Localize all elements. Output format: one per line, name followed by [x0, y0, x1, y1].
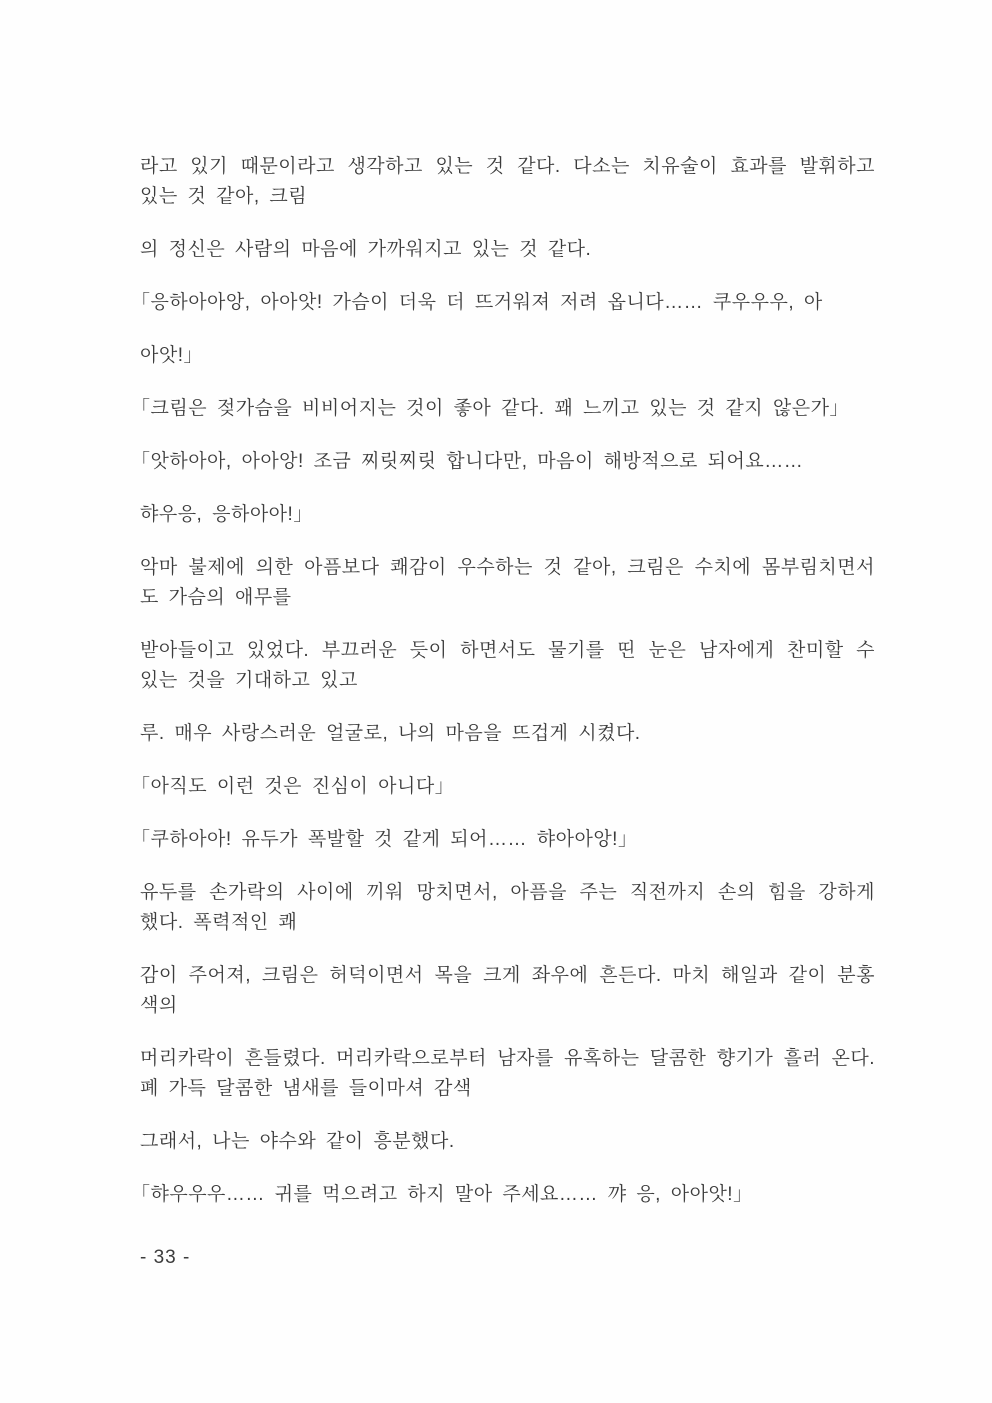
paragraph: 의 정신은 사람의 마음에 가까워지고 있는 것 같다. [140, 239, 592, 260]
paragraph: 머리카락이 흔들렸다. 머리카락으로부터 남자를 유혹하는 달콤한 향기가 흘러 온다. 폐 가득 달콤한 냄새를 들이마셔 감색 [140, 1048, 875, 1099]
paragraph: 그래서, 나는 야수와 같이 흥분했다. [140, 1131, 455, 1152]
document-text-block [131, 152, 875, 1273]
paragraph: 「햐우우우…… 귀를 먹으려고 하지 말아 주세요…… 꺄 응, 아아앗!」 [131, 1184, 753, 1205]
paragraph: 「쿠하아아! 유두가 폭발할 것 같게 되어…… 햐아아앙!」 [131, 829, 638, 850]
paragraph: 「아직도 이런 것은 진심이 아니다」 [131, 776, 455, 797]
paragraph: 감이 주어져, 크림은 허덕이면서 목을 크게 좌우에 흔든다. 마치 해일과 같이 분홍색의 [140, 965, 875, 1016]
paragraph: 루. 매우 사랑스러운 얼굴로, 나의 마음을 뜨겁게 시켰다. [140, 723, 641, 744]
paragraph: 햐우응, 응하아아!」 [140, 504, 313, 525]
paragraph: 「크림은 젖가슴을 비비어지는 것이 좋아 같다. 꽤 느끼고 있는 것 같지 않은가」 [131, 398, 849, 419]
page-number: - 33 - [140, 1247, 191, 1268]
paragraph: 악마 불제에 의한 아픔보다 쾌감이 우수하는 것 같아, 크림은 수치에 몸부림치면서도 가슴의 애무를 [140, 557, 875, 608]
paragraph: 「응하아아앙, 아아앗! 가슴이 더욱 더 뜨거워져 저려 옵니다…… 쿠우우우, 아 [131, 292, 823, 313]
paragraph: 라고 있기 때문이라고 생각하고 있는 것 같다. 다소는 치유술이 효과를 발휘하고 있는 것 같아, 크림 [140, 156, 875, 207]
paragraph: 아앗!」 [140, 345, 203, 366]
paragraph: 「앗하아아, 아아앙! 조금 찌릿찌릿 합니다만, 마음이 해방적으로 되어요…… [131, 451, 804, 472]
paragraph: 유두를 손가락의 사이에 끼워 망치면서, 아픔을 주는 직전까지 손의 힘을 강하게 했다. 폭력적인 쾌 [140, 882, 875, 933]
paragraph: 받아들이고 있었다. 부끄러운 듯이 하면서도 물기를 띤 눈은 남자에게 찬미할 수 있는 것을 기대하고 있고 [140, 640, 875, 691]
